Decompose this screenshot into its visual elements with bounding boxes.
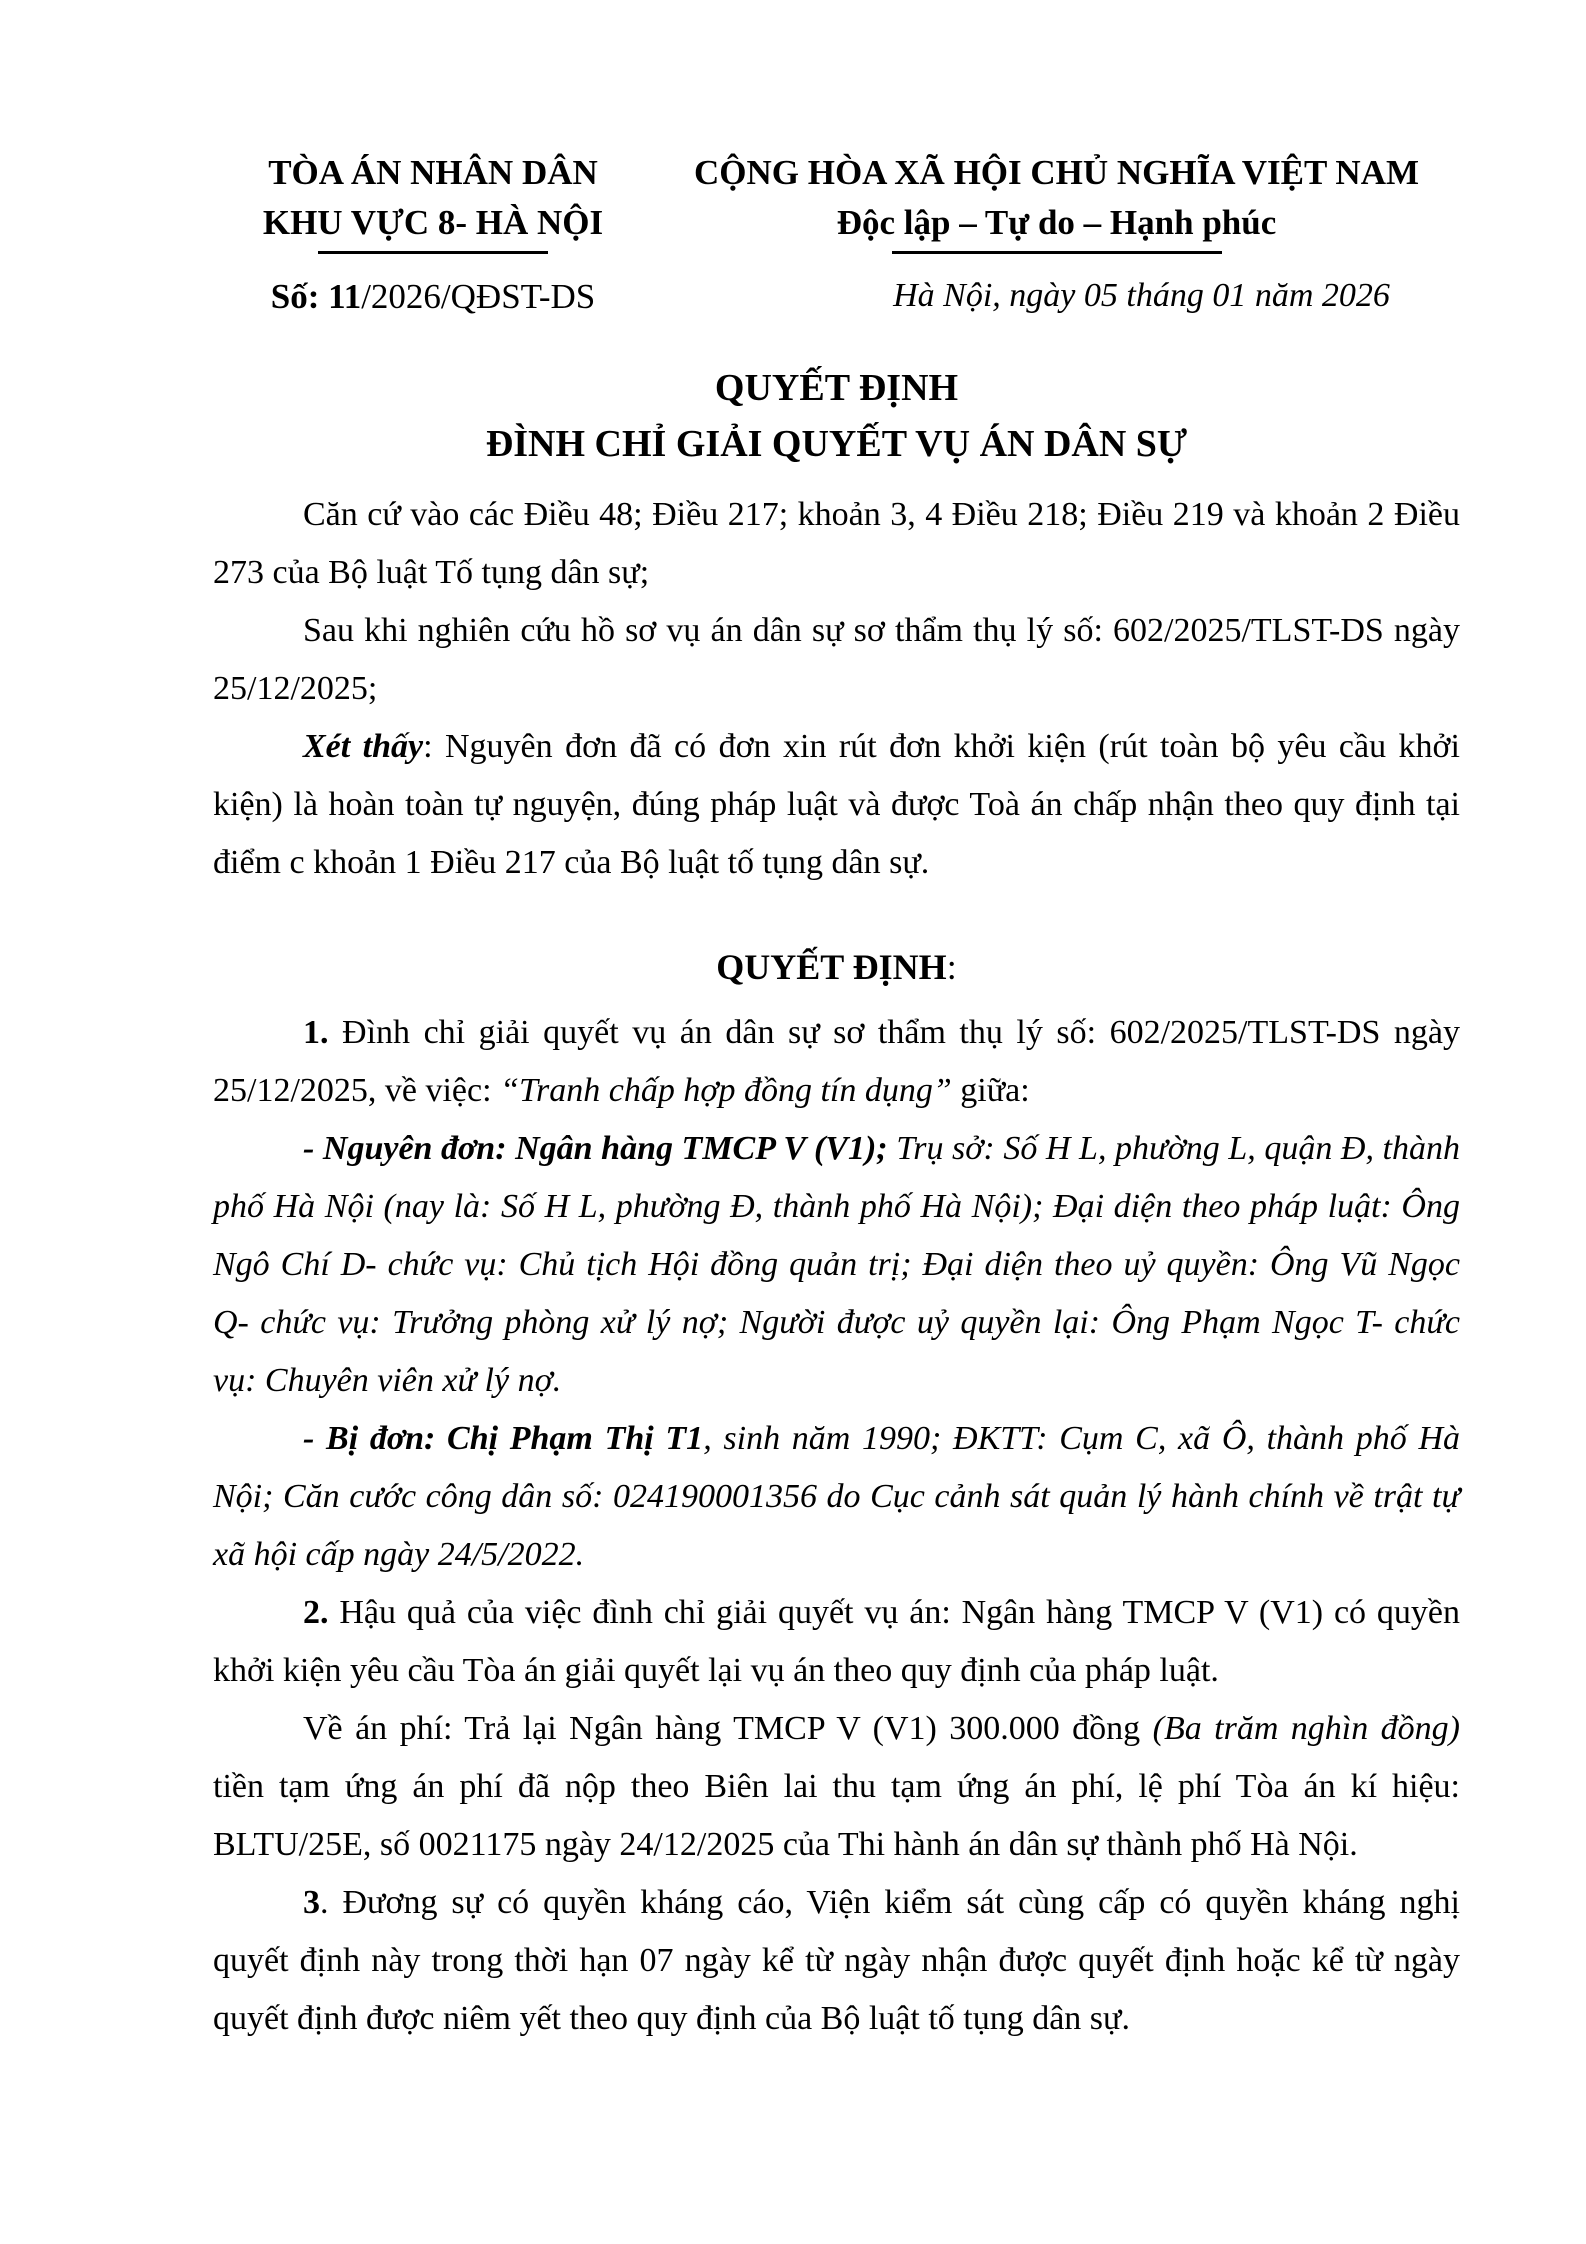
title-line2: ĐÌNH CHỈ GIẢI QUYẾT VỤ ÁN DÂN SỰ (485, 423, 1188, 465)
document-body (213, 486, 1460, 2048)
text-run: Trụ sở: Số H L, phường L, quận Đ, thành phố Hà Nội (nay là: Số H L, phường Đ, thành phố Hà Nội); Đại diện theo pháp luật: Ông Ngô Chí D- chức vụ: Chủ tịch Hội đồng quản trị; Đại diện theo uỷ quyền: Ông Vũ Ngọc Q- chức vụ: Trưởng phòng xử lý nợ; Người được uỷ quyền lại: Ông Phạm Ngọc T- chức vụ: Chuyên viên xử lý nợ. (213, 1130, 1460, 1399)
case-number-label: Số: 11 (270, 277, 362, 316)
text-run: QUYẾT ĐỊNH (716, 947, 947, 987)
text-run: Xét thấy (303, 728, 424, 765)
text-run: Đình chỉ giải quyết vụ án dân sự sơ thẩm thụ lý số: 602/2025/TLST-DS ngày 25/12/2025, về việc: (213, 1014, 1460, 1109)
paragraph-nguyen-don (213, 1120, 1460, 1410)
court-name-line2: KHU VỰC 8- HÀ NỘI (262, 203, 604, 242)
text-run: , sinh năm 1990; ĐKTT: Cụm C, xã Ô, thành phố Hà Nội; Căn cước công dân số: 024190001356 do Cục cảnh sát quản lý hành chính về trật tự xã hội cấp ngày 24/5/2022. (213, 1420, 1460, 1573)
document-header (213, 148, 1460, 318)
case-number (213, 276, 653, 318)
text-run: Về án phí: Trả lại Ngân hàng TMCP V (V1) 300.000 đồng (303, 1710, 1153, 1747)
text-run: . Đương sự có quyền kháng cáo, Viện kiểm sát cùng cấp có quyền kháng nghị quyết định này trong thời hạn 07 ngày kể từ ngày nhận được quyết định hoặc kể từ ngày quyết định được niêm yết theo quy định của Bộ luật tố tụng dân sự. (213, 1884, 1460, 2037)
text-run: Căn cứ vào các Điều 48; Điều 217; khoản 3, 4 Điều 218; Điều 219 và khoản 2 Điều 273 của Bộ luật Tố tụng dân sự; (213, 496, 1460, 591)
title-line1: QUYẾT ĐỊNH (714, 367, 959, 409)
motto-line: Độc lập – Tự do – Hạnh phúc (836, 203, 1277, 242)
court-name-block (213, 148, 653, 318)
text-run: - Nguyên đơn: Ngân hàng TMCP V (V1); (303, 1130, 897, 1167)
paragraph-sau-khi (213, 602, 1460, 718)
paragraph-can-cu (213, 486, 1460, 602)
text-run: 1. (303, 1014, 329, 1051)
text-run: : (946, 947, 957, 987)
place-date-line: Hà Nội, ngày 05 tháng 01 năm 2026 (893, 277, 1390, 314)
text-run: Hậu quả của việc đình chỉ giải quyết vụ án: Ngân hàng TMCP V (V1) có quyền khởi kiện yêu cầu Tòa án giải quyết lại vụ án theo quy định của pháp luật. (213, 1594, 1460, 1689)
national-motto-block (653, 148, 1460, 318)
text-run: : Nguyên đơn đã có đơn xin rút đơn khởi kiện (rút toàn bộ yêu cầu khởi kiện) là hoàn toàn tự nguyện, đúng pháp luật và được Toà án chấp nhận theo quy định tại điểm c khoản 1 Điều 217 của Bộ luật tố tụng dân sự. (213, 728, 1460, 881)
paragraph-bi-don (213, 1410, 1460, 1584)
text-run: tiền tạm ứng án phí đã nộp theo Biên lai thu tạm ứng án phí, lệ phí Tòa án kí hiệu: BLTU/25E, số 0021175 ngày 24/12/2025 của Thi hành án dân sự thành phố Hà Nội. (213, 1768, 1460, 1863)
paragraph-item-3 (213, 1874, 1460, 2048)
paragraph-an-phi (213, 1700, 1460, 1874)
text-run: - Bị đơn: Chị Phạm Thị T1 (303, 1420, 704, 1457)
paragraph-item-1 (213, 1004, 1460, 1120)
text-run: Sau khi nghiên cứu hồ sơ vụ án dân sự sơ thẩm thụ lý số: 602/2025/TLST-DS ngày 25/12/2025; (213, 612, 1460, 707)
text-run: (Ba trăm nghìn đồng) (1152, 1710, 1461, 1747)
court-name-line1: TÒA ÁN NHÂN DÂN (268, 153, 598, 192)
motto-underline (892, 251, 1222, 254)
text-run: 3 (303, 1884, 320, 1921)
paragraph-item-2 (213, 1584, 1460, 1700)
text-run: “Tranh chấp hợp đồng tín dụng” (500, 1072, 952, 1109)
text-run: giữa: (951, 1072, 1030, 1109)
paragraph-xet-thay (213, 718, 1460, 892)
court-name-underline (318, 251, 548, 254)
case-number-rest: /2026/QĐST-DS (361, 277, 596, 316)
national-title: CỘNG HÒA XÃ HỘI CHỦ NGHĨA VIỆT NAM (693, 153, 1420, 192)
decision-heading (213, 938, 1460, 996)
text-run: 2. (303, 1594, 329, 1631)
document-title (213, 360, 1460, 472)
